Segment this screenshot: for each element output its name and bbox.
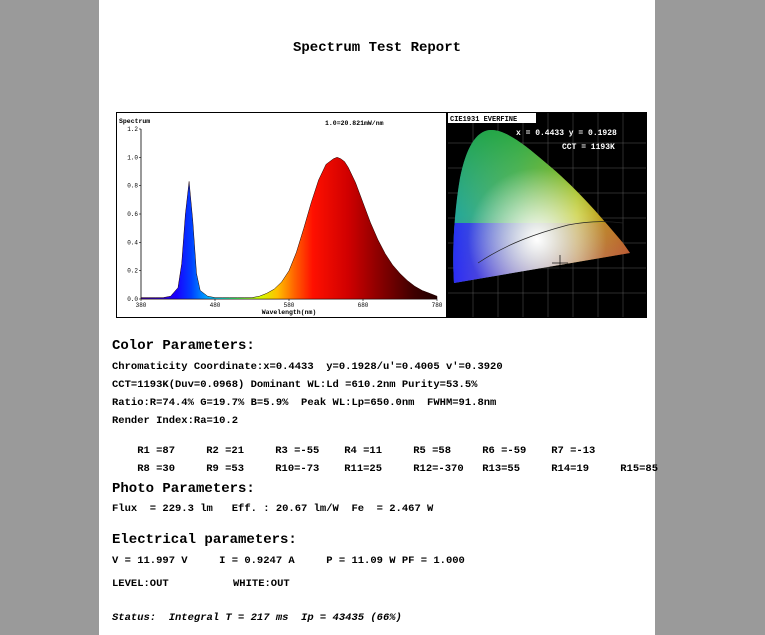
white-status: WHITE:OUT <box>233 578 290 590</box>
spectrum-xlabel: Wavelength(nm) <box>261 309 317 316</box>
render-value: R14=19 <box>551 463 590 475</box>
render-value: R3 =-55 <box>275 445 320 457</box>
y-tick-label: 0.6 <box>127 211 138 218</box>
chromaticity-line: Chromaticity Coordinate:x=0.4433 y=0.1928/u'=0.4005 v'=0.3920 <box>112 361 503 373</box>
spectrum-scale-note: 1.0=20.821mW/nm <box>325 120 384 127</box>
cie-coord-readout: x = 0.4433 y = 0.1928 <box>516 129 617 138</box>
spectrum-label: Spectrum <box>119 118 151 125</box>
electrical-parameters-heading: Electrical parameters: <box>112 532 297 548</box>
electrical-line: V = 11.997 V I = 0.9247 A P = 11.09 W PF = 1.000 <box>112 555 465 567</box>
y-tick-label: 0.2 <box>127 267 138 275</box>
photo-parameters-heading: Photo Parameters: <box>112 481 255 497</box>
render-index-line: Render Index:Ra=10.2 <box>112 415 239 427</box>
cct-line: CCT=1193K(Duv=0.0968) Dominant WL:Ld =610.2nm Purity=53.5% <box>112 379 478 391</box>
render-value: R2 =21 <box>206 445 245 457</box>
level-status: LEVEL:OUT <box>112 578 169 590</box>
x-tick-label: 680 <box>357 302 369 309</box>
cie-diagram <box>447 112 647 318</box>
render-value: R7 =-13 <box>551 445 596 457</box>
render-value: R15=85 <box>620 463 659 475</box>
cie-cct-readout: CCT = 1193K <box>562 143 615 152</box>
spectrum-chart <box>116 112 447 318</box>
cie-svg <box>448 113 646 317</box>
render-value: R9 =53 <box>206 463 245 475</box>
report-title: Spectrum Test Report <box>292 40 462 56</box>
render-value: R4 =11 <box>344 445 383 457</box>
y-tick-label: 0.4 <box>127 239 138 247</box>
x-tick-label: 780 <box>431 302 443 309</box>
spectrum-curve <box>141 157 437 299</box>
render-value: R5 =58 <box>413 445 452 457</box>
y-tick-label: 1.2 <box>127 126 138 133</box>
render-value: R13=55 <box>482 463 521 475</box>
render-value: R10=-73 <box>275 463 320 475</box>
render-value: R6 =-59 <box>482 445 527 457</box>
render-value: R8 =30 <box>137 463 176 475</box>
report-page <box>99 0 659 635</box>
render-value: R1 =87 <box>137 445 176 457</box>
flux-line: Flux = 229.3 lm Eff. : 20.67 lm/W Fe = 2.467 W <box>112 503 434 515</box>
ratio-line: Ratio:R=74.4% G=19.7% B=5.9% Peak WL:Lp=650.0nm FWHM=91.8nm <box>112 397 497 409</box>
color-parameters-heading: Color Parameters: <box>112 338 255 354</box>
spectrum-svg <box>117 113 446 317</box>
render-value: R12=-370 <box>413 463 464 475</box>
status-line: Status: Integral T = 217 ms Ip = 43435 (66%) <box>112 612 402 624</box>
y-tick-label: 0.0 <box>127 296 138 303</box>
x-tick-label: 580 <box>283 302 295 309</box>
y-tick-label: 0.8 <box>127 182 138 190</box>
cie-label: CIE1931 EVERFINE <box>450 116 518 124</box>
x-tick-label: 380 <box>135 302 147 309</box>
render-value: R11=25 <box>344 463 383 475</box>
x-tick-label: 480 <box>209 302 221 309</box>
y-tick-label: 1.0 <box>127 154 138 162</box>
